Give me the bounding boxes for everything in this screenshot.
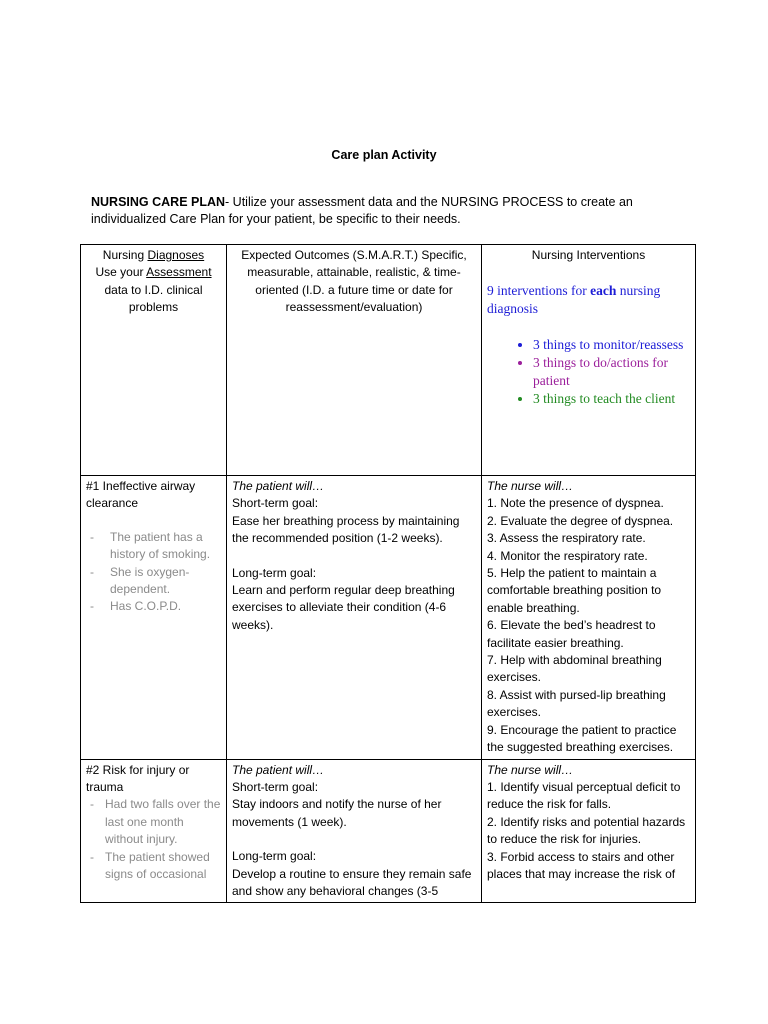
intro-lead: NURSING CARE PLAN xyxy=(91,195,226,209)
long-term-text: Learn and perform regular deep breathing exercises to alleviate their condition (4-6 weeks). xyxy=(232,583,455,632)
intro-text: - Utilize your assessment data and the NURSING PROCESS to create an individualized Care Plan for your patient, be specific to their needs. xyxy=(91,195,633,226)
intro-paragraph xyxy=(91,194,651,228)
header-diag-p1: Nursing xyxy=(102,248,148,262)
long-term-label: Long-term goal: xyxy=(232,565,317,580)
list-item: 8. Assist with pursed-lip breathing exercises. xyxy=(487,687,666,720)
bullet-monitor: • 3 things to monitor/reassess xyxy=(533,336,690,354)
outcome-intro: The patient will… xyxy=(232,479,325,493)
nurse-intro: The nurse will… xyxy=(487,479,574,493)
short-term-text: Stay indoors and notify the nurse of her movements (1 week). xyxy=(232,797,442,829)
table-row xyxy=(81,476,696,760)
list-item: 9. Encourage the patient to practice the suggested breathing exercises. xyxy=(487,722,677,755)
header-interventions xyxy=(482,245,696,476)
header-row xyxy=(81,245,696,476)
outcome-intro: The patient will… xyxy=(232,762,325,777)
diagnosis-title: #1 Ineffective airway clearance xyxy=(86,479,196,511)
header-diag-p2: Use your xyxy=(95,265,147,280)
list-item: - She is oxygen-dependent. xyxy=(86,564,221,599)
list-item: 5. Help the patient to maintain a comfortable breathing position to enable breathing. xyxy=(487,566,662,615)
interventions-bullet-list xyxy=(487,336,690,408)
header-outcomes: Expected Outcomes (S.M.A.R.T.) Specific, measurable, attainable, realistic, & time-oriented (I.D. a future time or date for reassessment/evaluation) xyxy=(227,245,482,476)
interventions-cell xyxy=(482,759,696,903)
list-item: 4. Monitor the respiratory rate. xyxy=(487,548,648,563)
short-term-label: Short-term goal: xyxy=(232,779,319,794)
header-interventions-title: Nursing Interventions xyxy=(531,248,646,262)
list-item: - The patient has a history of smoking. xyxy=(86,529,221,564)
list-item: 7. Help with abdominal breathing exercises. xyxy=(487,653,662,685)
list-item: 2. Identify risks and potential hazards to reduce the risk for injuries. xyxy=(487,814,686,847)
list-item: - Had two falls over the last one month without injury. xyxy=(86,796,221,848)
long-term-text: Develop a routine to ensure they remain safe and show any behavioral changes (3-5 xyxy=(232,866,472,898)
evidence-list xyxy=(86,796,221,883)
page-title: Care plan Activity xyxy=(331,148,437,162)
list-item: 1. Identify visual perceptual deficit to reduce the risk for falls. xyxy=(487,779,681,812)
list-item: 1. Note the presence of dyspnea. xyxy=(487,496,664,511)
list-item: 3. Forbid access to stairs and other places that may increase the risk of xyxy=(487,849,676,881)
bullet-actions: • 3 things to do/actions for patient xyxy=(533,354,690,390)
interventions-instruction xyxy=(487,282,690,318)
instruction-part-c: nursing diagnosis xyxy=(487,283,661,317)
list-item: 2. Evaluate the degree of dyspnea. xyxy=(487,513,674,528)
instruction-each: each xyxy=(590,283,617,299)
long-term-label: Long-term goal: xyxy=(232,849,317,864)
header-diag-u1: Diagnoses xyxy=(147,248,205,262)
list-item: - The patient showed signs of occasional xyxy=(86,849,221,884)
outcome-cell xyxy=(227,759,482,903)
nurse-intro: The nurse will… xyxy=(487,762,574,777)
diagnosis-cell xyxy=(81,759,227,903)
list-item: - Has C.O.P.D. xyxy=(86,598,221,615)
outcome-cell xyxy=(227,476,482,760)
table-row xyxy=(81,759,696,903)
short-term-label: Short-term goal: xyxy=(232,496,319,511)
diagnosis-cell xyxy=(81,476,227,760)
care-plan-table xyxy=(80,244,696,903)
header-diag-p3: data to I.D. clinical problems xyxy=(104,282,203,315)
instruction-part-a: 9 interventions for xyxy=(487,283,591,299)
evidence-list xyxy=(86,529,221,616)
interventions-cell xyxy=(482,476,696,760)
bullet-teach: • 3 things to teach the client xyxy=(533,390,690,408)
header-diagnoses xyxy=(81,245,227,476)
diagnosis-title: #2 Risk for injury or trauma xyxy=(86,762,190,794)
header-diag-u2: Assessment xyxy=(146,265,212,280)
list-item: 6. Elevate the bed’s headrest to facilitate easier breathing. xyxy=(487,618,656,650)
short-term-text: Ease her breathing process by maintaining the recommended position (1-2 weeks). xyxy=(232,513,460,546)
list-item: 3. Assess the respiratory rate. xyxy=(487,531,646,546)
